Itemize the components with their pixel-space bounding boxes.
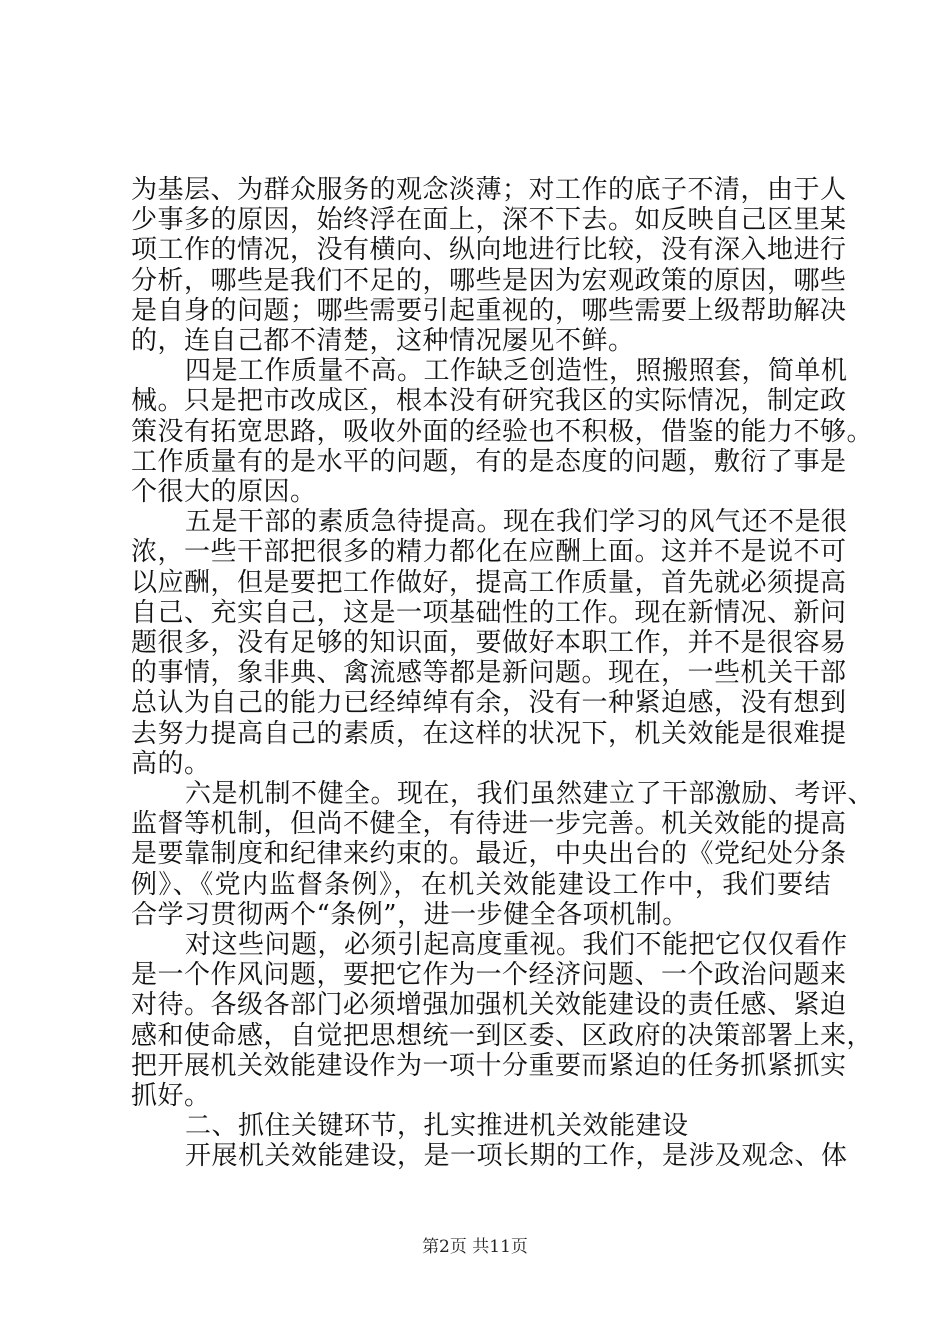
text-line: 是自身的问题；哪些需要引起重视的，哪些需要上级帮助解决 [131, 295, 847, 326]
text-line: 例》、《党内监督条例》，在机关效能建设工作中，我们要结 [131, 869, 831, 900]
text-line: 是要靠制度和纪律来约束的。最近，中央出台的《党纪处分条 [131, 839, 847, 870]
text-line: 去努力提高自己的素质，在这样的状况下，机关效能是很难提 [131, 718, 847, 749]
text-line: 的事情，象非典、禽流感等都是新问题。现在，一些机关干部 [131, 658, 847, 689]
text-line: 自己、充实自己，这是一项基础性的工作。现在新情况、新问 [131, 597, 847, 628]
text-line: 把开展机关效能建设作为一项十分重要而紧迫的任务抓紧抓实 [131, 1050, 847, 1081]
text-line: 以应酬，但是要把工作做好，提高工作质量，首先就必须提高 [131, 567, 847, 598]
text-line: 对待。各级各部门必须增强加强机关效能建设的责任感、紧迫 [131, 990, 847, 1021]
text-line: 械。只是把市改成区，根本没有研究我区的实际情况，制定政 [131, 386, 847, 417]
text-line: 浓，一些干部把很多的精力都化在应酬上面。这并不是说不可 [131, 537, 847, 568]
paragraph-start: 六是机制不健全。现在，我们虽然建立了干部激励、考评、 [185, 779, 875, 809]
paragraph-start: 开展机关效能建设，是一项长期的工作，是涉及观念、体 [185, 1141, 848, 1172]
text-line: 监督等机制，但尚不健全，有待进一步完善。机关效能的提高 [131, 809, 847, 840]
text-line: 抓好。 [131, 1081, 211, 1111]
text-line: 分析，哪些是我们不足的，哪些是因为宏观政策的原因，哪些 [131, 265, 847, 296]
text-line: 少事多的原因，始终浮在面上，深不下去。如反映自己区里某 [131, 205, 847, 236]
text-line: 项工作的情况，没有横向、纵向地进行比较，没有深入地进行 [131, 235, 847, 266]
text-line: 是一个作风问题，要把它作为一个经济问题、一个政治问题来 [131, 960, 847, 991]
page-number-footer: 第2页 共11页 [422, 1237, 528, 1257]
text-line: 的，连自己都不清楚，这种情况屡见不鲜。 [131, 326, 635, 356]
paragraph-start: 对这些问题，必须引起高度重视。我们不能把它仅仅看作 [185, 930, 848, 960]
text-line: 策没有拓宽思路，吸收外面的经验也不积极，借鉴的能力不够。 [131, 416, 874, 447]
text-line: 个很大的原因。 [131, 477, 317, 507]
text-line: 合学习贯彻两个“条例”，进一步健全各项机制。 [131, 899, 689, 930]
paragraph-start: 二、抓住关键环节，扎实推进机关效能建设 [185, 1111, 689, 1142]
text-line: 题很多，没有足够的知识面，要做好本职工作，并不是很容易 [131, 628, 847, 658]
text-line: 工作质量有的是水平的问题，有的是态度的问题，敷衍了事是 [131, 446, 847, 477]
text-line: 感和使命感，自觉把思想统一到区委、区政府的决策部署上来， [131, 1020, 874, 1051]
text-line: 为基层、为群众服务的观念淡薄；对工作的底子不清，由于人 [131, 175, 847, 205]
text-line: 总认为自己的能力已经绰绰有余，没有一种紧迫感，没有想到 [131, 688, 847, 719]
paragraph-start: 五是干部的素质急待提高。现在我们学习的风气还不是很 [185, 507, 848, 538]
text-line: 高的。 [131, 748, 211, 779]
paragraph-start: 四是工作质量不高。工作缺乏创造性，照搬照套，简单机 [185, 356, 848, 387]
